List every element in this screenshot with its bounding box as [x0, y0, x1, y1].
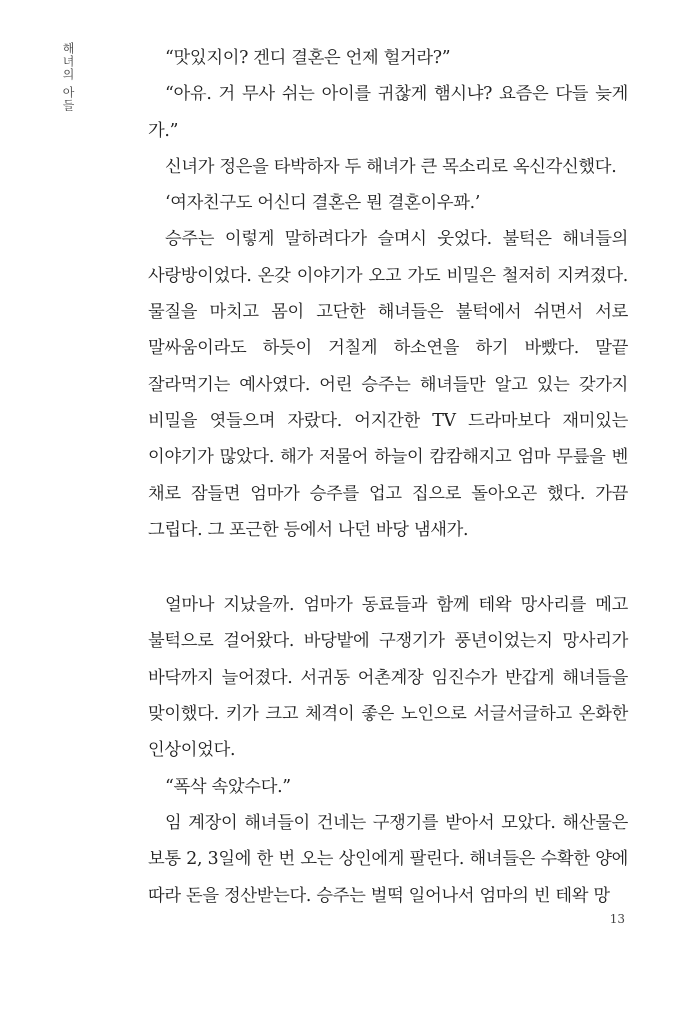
paragraph: ‘여자친구도 어신디 결혼은 뭔 결혼이우꽈.’	[165, 193, 481, 214]
page-number: 13	[609, 912, 625, 926]
section-break	[148, 548, 628, 587]
paragraph: “맛있지이? 겐디 결혼은 언제 헐거라?”	[165, 48, 451, 68]
paragraph: 신녀가 정은을 타박하자 두 해녀가 큰 목소리로 옥신각신했다.	[165, 156, 617, 177]
paragraph: 승주는 이렇게 말하려다가 슬며시 웃었다. 불턱은 해녀들의 사랑방이었다. 온갖 이야기가 오고 가도 비밀은 철저히 지켜졌다. 물질을 마치고 몸이 고단한 해녀들은 불턱에서 쉬면서 서로 말싸움이라도 하듯이 거칠게 하소연을 하기 바빴다. 말끝 잘라먹기는 예사였다. 어린 승주는 해녀들만 알고 있는 갖가지 비밀을 엿들으며 자랐다. 어지간한 TV 드라마보다 재미있는 이야기가 많았다. 해가 저물어 하늘이 캄캄해지고 엄마 무릎을 벤 채로 잠들면 엄마가 승주를 업고 집으로 돌아오곤 했다. 가끔 그립다. 그 포근한 등에서 나던 바당 냄새가.	[148, 229, 628, 540]
paragraph: 임 계장이 해녀들이 건네는 구쟁기를 받아서 모았다. 해산물은 보통 2, 3일에 한 번 오는 상인에게 팔린다. 해녀들은 수확한 양에 따라 돈을 정산받는다. 승주는 벌떡 일어나서 엄마의 빈 테왁 망	[148, 812, 628, 906]
paragraph: “아유. 거 무사 쉬는 아이를 귀찮게 햄시냐? 요즘은 다들 늦게 가.”	[148, 84, 628, 141]
paragraph: 얼마나 지났을까. 엄마가 동료들과 함께 테왁 망사리를 메고 불턱으로 걸어왔다. 바당밭에 구쟁기가 풍년이었는지 망사리가 바닥까지 늘어졌다. 서귀동 어촌계장 임진수가 반갑게 해녀들을 맞이했다. 키가 크고 체격이 좋은 노인으로 서글서글하고 온화한 인상이었다.	[148, 595, 628, 761]
running-head: 해녀의 아들	[61, 42, 75, 112]
paragraph: “폭삭 속았수다.”	[165, 776, 291, 797]
body-text	[148, 40, 628, 914]
